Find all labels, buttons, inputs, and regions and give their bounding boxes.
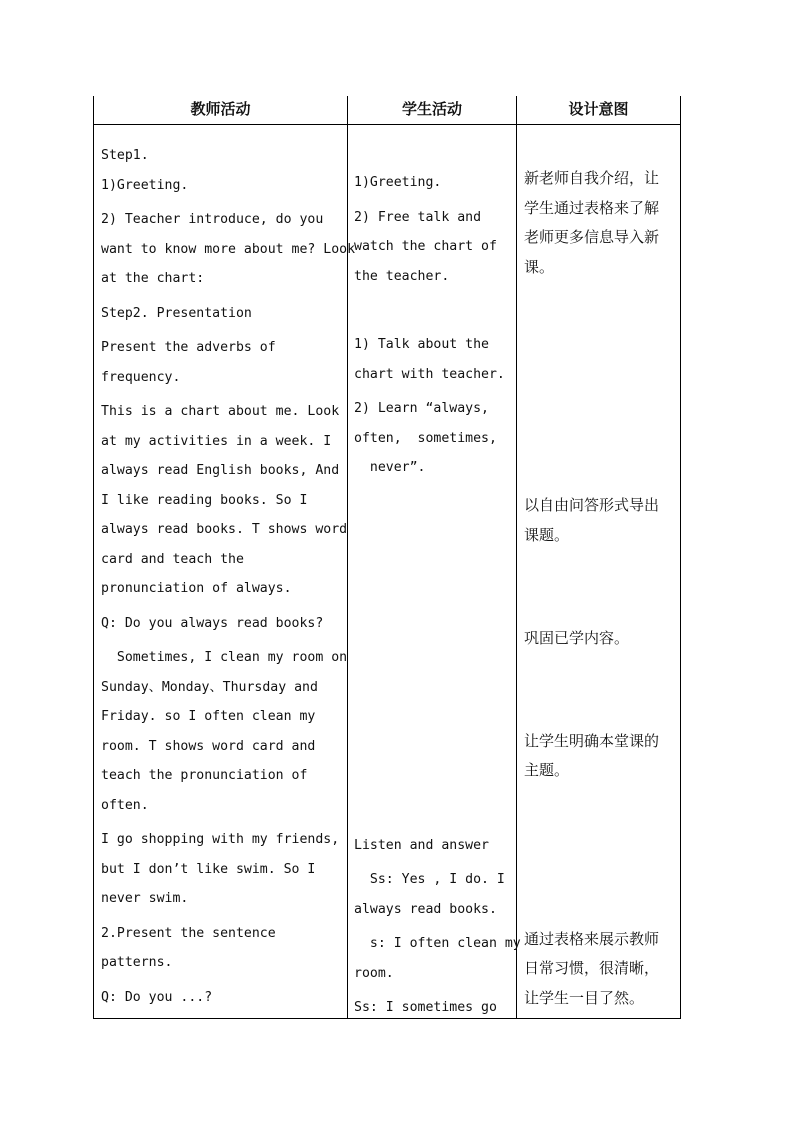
text-line: 2.Present the sentence <box>101 925 276 941</box>
text-line: 课题。 <box>524 525 570 544</box>
text-line: 通过表格来展示教师 <box>524 929 660 948</box>
text-line: but I don’t like swim. So I <box>101 861 316 877</box>
text-line: card and teach the <box>101 551 244 567</box>
text-line: 2) Teacher introduce, do you <box>101 212 324 227</box>
text-line: 巩固已学内容。 <box>524 629 630 647</box>
text-line: 让学生一目了然。 <box>524 988 645 1007</box>
text-line: teach the pronunciation of <box>101 768 308 783</box>
text-line: Sunday、Monday、Thursday and <box>101 679 318 695</box>
text-line: often, sometimes, <box>354 430 497 446</box>
text-line: 让学生明确本堂课的 <box>524 731 660 750</box>
text-line: I like reading books. So I <box>101 492 308 508</box>
text-line: Step2. Presentation <box>101 305 252 321</box>
text-line: Ss: Yes , I do. I <box>354 872 505 887</box>
text-line: 2) Free talk and <box>354 209 482 225</box>
text-line: 日常习惯，很清晰， <box>524 959 660 977</box>
header-divider <box>94 124 680 125</box>
text-line: Friday. so I often clean my <box>101 709 316 724</box>
text-line: Q: Do you ...? <box>101 989 213 1005</box>
text-line: frequency. <box>101 369 181 385</box>
text-line: 以自由问答形式导出 <box>524 496 660 514</box>
text-line: 课。 <box>524 257 555 276</box>
text-line: watch the chart of <box>354 239 497 254</box>
text-line: at my activities in a week. I <box>101 433 332 449</box>
text-line: This is a chart about me. Look <box>101 404 340 419</box>
lesson-plan-table <box>93 96 681 1019</box>
text-line: often. <box>101 797 149 813</box>
header-student-activities: 学生活动 <box>401 100 462 118</box>
text-line: 老师更多信息导入新 <box>524 228 660 246</box>
text-line: Present the adverbs of <box>101 340 276 355</box>
text-line: chart with teacher. <box>354 366 505 382</box>
text-line: never”. <box>354 460 426 475</box>
text-line: at the chart: <box>101 271 205 286</box>
text-line: 1)Greeting. <box>354 175 442 190</box>
text-line: Ss: I sometimes go <box>354 1000 497 1015</box>
text-line: Listen and answer <box>354 837 489 853</box>
text-line: patterns. <box>101 955 173 970</box>
text-line: want to know more about me? Look <box>101 241 356 257</box>
text-line: Step1. <box>101 148 149 163</box>
text-line: the teacher. <box>354 268 450 284</box>
text-line: always read books. <box>354 901 497 917</box>
text-line: 1) Talk about the <box>354 337 489 352</box>
text-line: always read books. T shows word <box>101 522 348 537</box>
text-line: Sometimes, I clean my room on <box>101 650 348 665</box>
text-line: I go shopping with my friends, <box>101 832 340 847</box>
text-line: room. T shows word card and <box>101 738 316 754</box>
text-line: Q: Do you always read books? <box>101 615 324 631</box>
design-intent-cell <box>524 164 659 1013</box>
student-activities-cell <box>354 168 521 1023</box>
text-line: always read English books, And <box>101 463 340 478</box>
text-line: never swim. <box>101 891 189 906</box>
text-line: s: I often clean my <box>354 936 521 951</box>
text-line: 2) Learn “always, <box>354 401 489 416</box>
text-line: 主题。 <box>524 761 570 779</box>
text-line: 1)Greeting. <box>101 177 189 193</box>
header-teacher-activities: 教师活动 <box>190 100 251 118</box>
header-design-intent: 设计意图 <box>568 100 629 118</box>
text-line: 学生通过表格来了解 <box>524 198 660 217</box>
text-line: 新老师自我介绍，让 <box>524 169 660 187</box>
teacher-activities-cell <box>101 141 355 1012</box>
text-line: room. <box>354 965 394 981</box>
text-line: pronunciation of always. <box>101 581 292 596</box>
